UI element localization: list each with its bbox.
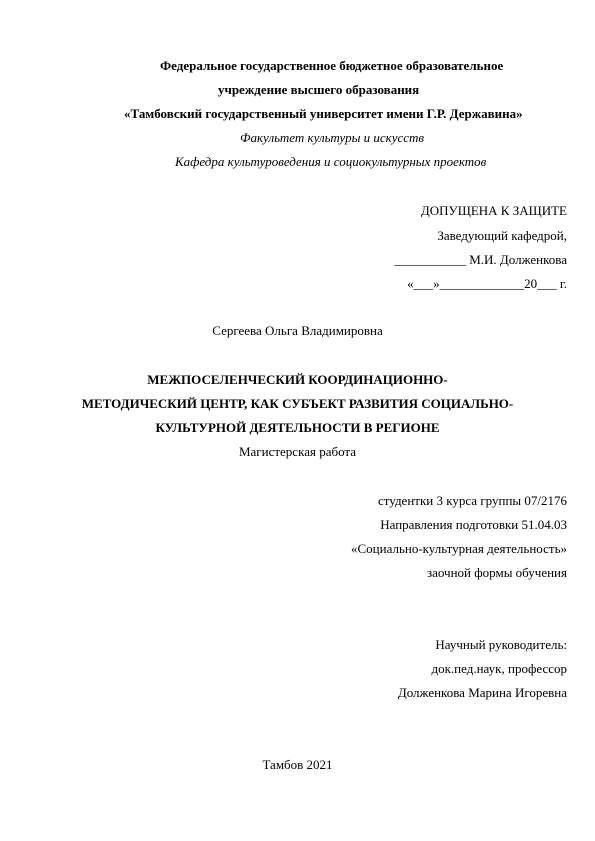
supervisor-name: Долженкова Марина Игоревна [397,685,567,700]
student-group: студентки 3 курса группы 07/2176 [377,493,567,508]
thesis-type: Магистерская работа [238,444,357,459]
thesis-title-line-3: КУЛЬТУРНОЙ ДЕЯТЕЛЬНОСТИ В РЕГИОНЕ [155,420,440,435]
student-direction: Направления подготовки 51.04.03 [380,517,567,532]
student-study-form: заочной формы обучения [426,565,567,580]
institution-line-2: учреждение высшего образования [218,82,420,97]
author-name: Сергеева Ольга Владимировна [212,323,383,338]
student-program: «Социально-культурная деятельность» [350,541,567,556]
approval-signature: ___________ М.И. Долженкова [394,252,567,267]
institution-line-3: «Тамбовский государственный университет имени Г.Р. Державина» [124,106,523,121]
institution-line-1: Федеральное государственное бюджетное образовательное [160,58,504,73]
thesis-title-line-2: МЕТОДИЧЕСКИЙ ЦЕНТР, КАК СУБЪЕКТ РАЗВИТИЯ СОЦИАЛЬНО- [81,396,514,411]
supervisor-label: Научный руководитель: [435,637,567,652]
approval-date: «___»_____________20___ г. [407,276,567,291]
faculty-name: Факультет культуры и искусств [240,130,425,145]
supervisor-degree: док.пед.наук, профессор [431,661,567,676]
city-year: Тамбов 2021 [262,757,333,772]
approval-title: ДОПУЩЕНА К ЗАЩИТЕ [420,203,567,218]
department-name: Кафедра культуроведения и социокультурных проектов [175,154,487,169]
thesis-title-line-1: МЕЖПОСЕЛЕНЧЕСКИЙ КООРДИНАЦИОННО- [147,372,448,387]
approval-position: Заведующий кафедрой, [437,228,567,243]
